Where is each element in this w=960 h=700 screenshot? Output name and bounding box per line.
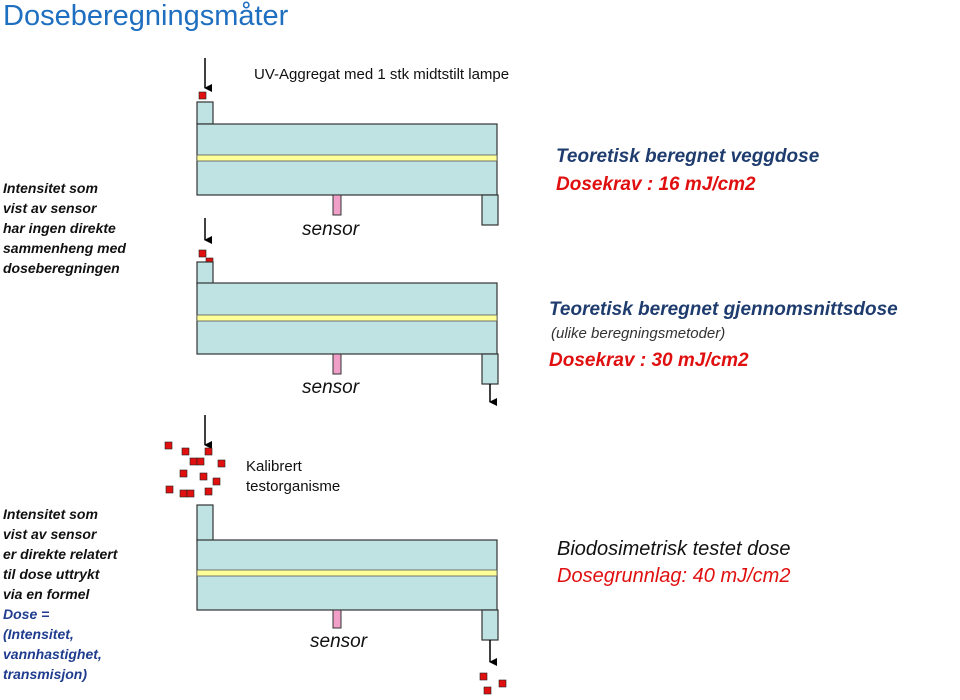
note-line: har ingen direkte: [3, 220, 116, 236]
organism-label: [246, 457, 340, 497]
biodosimetric-title: Biodosimetrisk testet dose: [557, 538, 791, 560]
particle: [499, 680, 506, 687]
inlet-pipe: [197, 102, 213, 124]
uv-lamp: [197, 155, 497, 161]
particle: [484, 687, 491, 694]
particle: [182, 448, 189, 455]
inlet-pipe: [197, 262, 213, 284]
particle: [205, 448, 212, 455]
sensor-label: sensor: [302, 219, 360, 240]
note-line: vist av sensor: [3, 526, 97, 542]
particle: [180, 490, 187, 497]
outlet-pipe: [482, 354, 498, 384]
particle: [199, 92, 206, 99]
particle: [166, 486, 173, 493]
sensor-note-1: [3, 178, 126, 278]
particle: [199, 250, 206, 257]
particle: [180, 470, 187, 477]
wall-dose-requirement: Dosekrav : 16 mJ/cm2: [556, 174, 756, 195]
note-line: via en formel: [3, 586, 90, 602]
uv-sensor: [333, 354, 341, 374]
formula-line: Dose =: [3, 606, 50, 622]
uv-chamber-1: [197, 58, 498, 225]
inlet-pipe: [197, 505, 213, 541]
note-line: Intensitet som: [3, 506, 98, 522]
formula-line: (Intensitet,: [3, 626, 74, 642]
uv-sensor: [333, 610, 341, 628]
sensor-note-2: [3, 504, 117, 684]
particle: [205, 488, 212, 495]
particle: [218, 460, 225, 467]
particle: [480, 673, 487, 680]
note-line: vist av sensor: [3, 200, 97, 216]
sensor-label: sensor: [302, 377, 360, 398]
particle: [190, 458, 197, 465]
particle: [187, 490, 194, 497]
note-line: doseberegningen: [3, 260, 120, 276]
note-line: sammenheng med: [3, 240, 126, 256]
aggregate-header: UV-Aggregat med 1 stk midtstilt lampe: [254, 66, 510, 83]
note-line: Intensitet som: [3, 180, 98, 196]
outlet-pipe: [482, 195, 498, 225]
average-dose-requirement: Dosekrav : 30 mJ/cm2: [549, 350, 749, 371]
particle: [165, 442, 172, 449]
formula-line: transmisjon): [3, 666, 88, 682]
average-dose-title: Teoretisk beregnet gjennomsnittsdose: [549, 299, 898, 320]
uv-sensor: [333, 195, 341, 215]
formula-line: vannhastighet,: [3, 646, 102, 662]
particle: [197, 458, 204, 465]
particle: [213, 478, 220, 485]
uv-lamp: [197, 570, 497, 576]
particle: [200, 473, 207, 480]
wall-dose-title: Teoretisk beregnet veggdose: [556, 146, 820, 167]
organism-label-line: Kalibrert: [246, 458, 302, 475]
organism-label-line: testorganisme: [246, 478, 341, 495]
outlet-pipe: [482, 610, 498, 640]
outlet-particles: [480, 673, 506, 694]
uv-chamber-2: [197, 218, 498, 402]
note-line: til dose uttrykt: [3, 566, 100, 582]
average-dose-note: (ulike beregningsmetoder): [551, 325, 726, 342]
note-line: er direkte relatert: [3, 546, 118, 562]
biodosimetric-requirement: Dosegrunnlag: 40 mJ/cm2: [557, 565, 791, 587]
test-organism-cluster: [165, 442, 225, 497]
page-title: Doseberegningsmåter: [3, 0, 289, 32]
sensor-label: sensor: [310, 631, 368, 652]
uv-lamp: [197, 315, 497, 321]
